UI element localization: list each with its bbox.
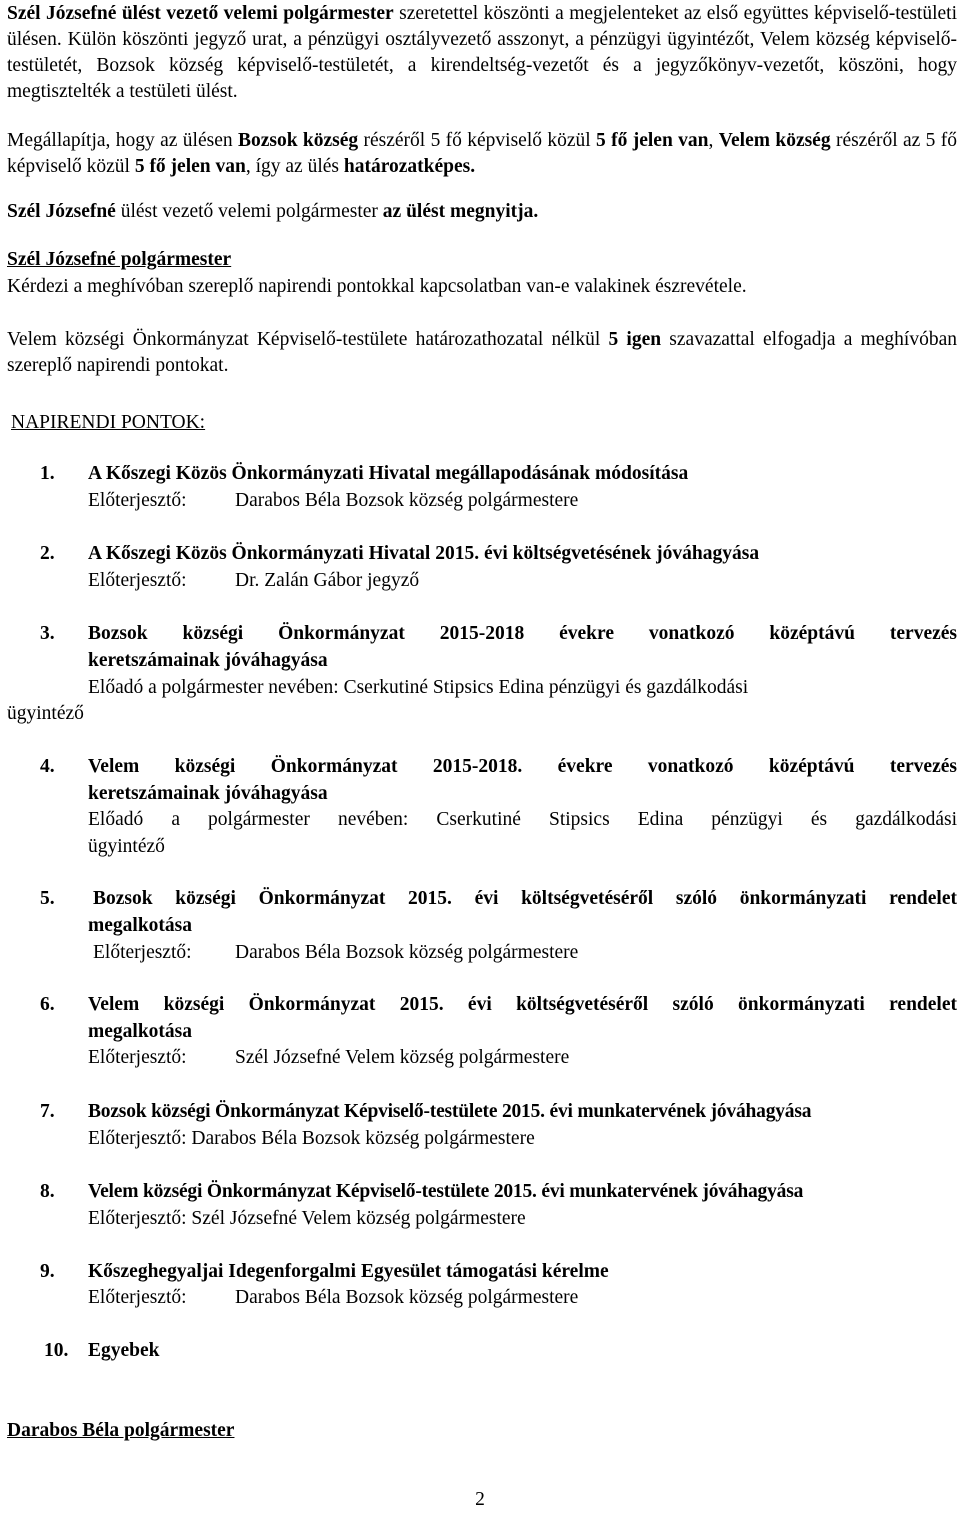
presenter-label: Előterjesztő: bbox=[88, 1047, 187, 1068]
agenda-item-presenter bbox=[88, 1285, 578, 1311]
presenter-label: Előterjesztő: bbox=[88, 1287, 187, 1308]
agenda-item-1 bbox=[7, 461, 957, 521]
agenda-item-title: Bozsok községi Önkormányzat Képviselő-testülete 2015. évi munkatervének jóváhagyása bbox=[88, 1101, 812, 1122]
agenda-item-presenter bbox=[93, 940, 578, 966]
vote-paragraph bbox=[7, 327, 957, 379]
agenda-item-presenter bbox=[88, 488, 578, 514]
agenda-item-title: Egyebek bbox=[88, 1340, 160, 1361]
agenda-item-presenter: Előterjesztő: Szél Józsefné Velem község polgármestere bbox=[88, 1208, 526, 1229]
agenda-heading bbox=[11, 410, 960, 436]
agenda-item-8 bbox=[7, 1179, 957, 1235]
agenda-item-presenter-cont: ügyintéző bbox=[88, 836, 165, 857]
agenda-item-number: 9. bbox=[40, 1261, 55, 1282]
agenda-item-presenter bbox=[88, 1045, 569, 1071]
quorum-text-4: részéről az 5 fő képviselő közül bbox=[7, 130, 958, 177]
quorum-text-1: Megállapítja, hogy az ülésen bbox=[7, 130, 238, 151]
quorum-text-5: , így az ülés bbox=[245, 156, 344, 177]
intro-text: szeretettel köszönti a megjelenteket az első együttes képviselő-testületi ülésen. Külön köszönti jegyző urat, a pénzügyi osztályvezető asszonyt, a pénzügyi ügyintézőt, Velem község képviselő-testületét, Bozsok község képviselő-testületét, a kirendeltség-vezetőt és a jegyzőkönyv-vezetőt, köszöni, hogy megtisztelték a testületi ülést. bbox=[7, 3, 958, 102]
agenda-item-presenter: Előadó a polgármester nevében: Cserkutiné Stipsics Edina pénzügyi és gazdálkodási bbox=[88, 809, 957, 830]
vote-text-2: szavazattal elfogadja a meghívóban szereplő napirendi pontokat. bbox=[7, 329, 957, 376]
agenda-item-presenter bbox=[88, 568, 419, 594]
agenda-item-7 bbox=[7, 1099, 957, 1155]
presenter-name: Darabos Béla Bozsok község polgármestere bbox=[235, 942, 579, 963]
agenda-item-presenter: Előadó a polgármester nevében: Cserkutiné Stipsics Edina pénzügyi és gazdálkodási bbox=[88, 677, 749, 698]
agenda-heading-text: NAPIRENDI PONTOK: bbox=[11, 412, 206, 433]
presenter-name: Dr. Zalán Gábor jegyző bbox=[235, 570, 420, 591]
presenter-name: Darabos Béla Bozsok község polgármestere bbox=[235, 1287, 579, 1308]
quorum-bold-2: 5 fő jelen van bbox=[596, 130, 709, 151]
presenter-name: Darabos Béla Bozsok község polgármestere bbox=[235, 490, 579, 511]
question-text: Kérdezi a meghívóban szereplő napirendi pontokkal kapcsolatban van-e valakinek észrevétele. bbox=[7, 276, 747, 297]
agenda-item-number: 10. bbox=[44, 1340, 69, 1361]
agenda-item-title-cont: keretszámainak jóváhagyása bbox=[88, 783, 328, 804]
intro-lead: Szél Józsefné ülést vezető velemi polgármester bbox=[7, 3, 394, 24]
presenter-label: Előterjesztő: bbox=[93, 942, 192, 963]
agenda-item-title: Bozsok községi Önkormányzat 2015. évi költségvetéséről szóló önkormányzati rendelet bbox=[93, 888, 957, 909]
agenda-item-number: 8. bbox=[40, 1181, 55, 1202]
opening-paragraph bbox=[7, 199, 957, 225]
agenda-item-title: A Kőszegi Közös Önkormányzati Hivatal 2015. évi költségvetésének jóváhagyása bbox=[88, 543, 760, 564]
agenda-item-presenter-cont: ügyintéző bbox=[7, 703, 84, 724]
speaker-name: Szél Józsefné polgármester bbox=[7, 249, 232, 270]
agenda-item-number: 6. bbox=[40, 994, 55, 1015]
quorum-bold-1: Bozsok község bbox=[237, 130, 359, 151]
agenda-item-title-cont: megalkotása bbox=[88, 1021, 192, 1042]
agenda-item-presenter: Előterjesztő: Darabos Béla Bozsok község polgármestere bbox=[88, 1128, 535, 1149]
presenter-name: Szél Józsefné Velem község polgármestere bbox=[235, 1047, 570, 1068]
agenda-item-number: 7. bbox=[40, 1101, 55, 1122]
vote-text-1: Velem községi Önkormányzat Képviselő-testülete határozathozatal nélkül bbox=[7, 329, 609, 350]
quorum-bold-3: Velem község bbox=[718, 130, 831, 151]
opening-bold-2: az ülést megnyitja. bbox=[382, 201, 539, 222]
agenda-item-title: Bozsok községi Önkormányzat 2015-2018 évekre vonatkozó középtávú tervezés bbox=[88, 623, 957, 644]
agenda-item-number: 2. bbox=[40, 543, 55, 564]
agenda-item-title: A Kőszegi Közös Önkormányzati Hivatal megállapodásának módosítása bbox=[88, 463, 689, 484]
quorum-paragraph bbox=[7, 128, 957, 180]
intro-paragraph bbox=[7, 1, 957, 105]
agenda-item-number: 3. bbox=[40, 623, 55, 644]
quorum-text-2: részéről 5 fő képviselő közül bbox=[358, 130, 597, 151]
quorum-bold-4: 5 fő jelen van bbox=[134, 156, 246, 177]
presenter-label: Előterjesztő: bbox=[88, 490, 187, 511]
agenda-item-title-cont: megalkotása bbox=[88, 915, 192, 936]
agenda-item-title: Velem községi Önkormányzat 2015. évi költségvetéséről szóló önkormányzati rendelet bbox=[88, 994, 957, 1015]
agenda-item-3 bbox=[7, 621, 957, 731]
page-number: 2 bbox=[475, 1489, 485, 1510]
speaker-name: Darabos Béla polgármester bbox=[7, 1420, 235, 1441]
agenda-item-title: Velem községi Önkormányzat Képviselő-testülete 2015. évi munkatervének jóváhagyása bbox=[88, 1181, 804, 1202]
agenda-item-title: Kőszeghegyaljai Idegenforgalmi Egyesület támogatási kérelme bbox=[88, 1261, 609, 1282]
opening-bold-1: Szél Józsefné bbox=[7, 201, 116, 222]
question-speaker bbox=[7, 247, 957, 273]
agenda-item-2 bbox=[7, 541, 957, 601]
quorum-bold-5: határozatképes. bbox=[343, 156, 476, 177]
agenda-item-6 bbox=[7, 992, 957, 1078]
agenda-item-4 bbox=[7, 754, 957, 864]
agenda-item-number: 4. bbox=[40, 756, 55, 777]
agenda-item-number: 1. bbox=[40, 463, 55, 484]
quorum-text-3: , bbox=[708, 130, 719, 151]
agenda-item-title-cont: keretszámainak jóváhagyása bbox=[88, 650, 328, 671]
vote-bold-1: 5 igen bbox=[608, 329, 662, 350]
closing-speaker bbox=[7, 1418, 957, 1444]
agenda-item-number: 5. bbox=[40, 888, 55, 909]
agenda-item-10 bbox=[7, 1338, 957, 1368]
agenda-item-title: Velem községi Önkormányzat 2015-2018. évekre vonatkozó középtávú tervezés bbox=[88, 756, 957, 777]
agenda-item-9 bbox=[7, 1259, 957, 1315]
opening-text-1: ülést vezető velemi polgármester bbox=[115, 201, 383, 222]
presenter-label: Előterjesztő: bbox=[88, 570, 187, 591]
agenda-item-5 bbox=[7, 886, 957, 972]
